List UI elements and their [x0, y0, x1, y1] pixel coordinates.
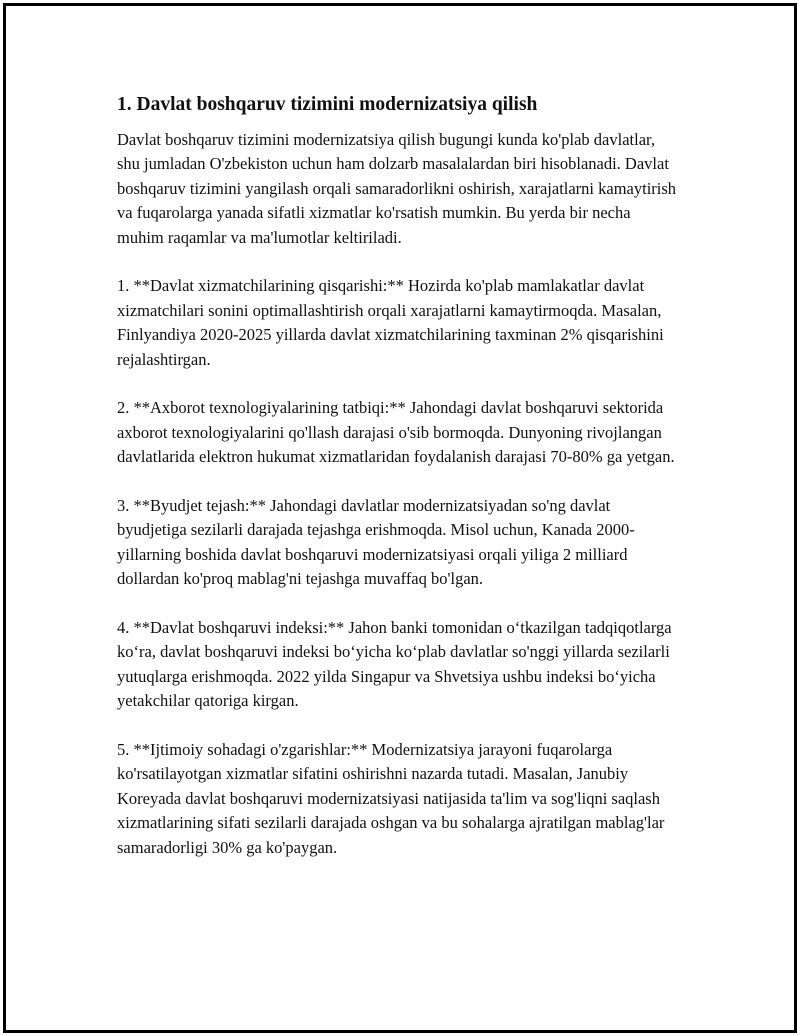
- document-body: [117, 92, 677, 860]
- point-3-paragraph: 3. **Byudjet tejash:** Jahondagi davlatlar modernizatsiyadan so'ng davlat byudjetiga sezilarli darajada tejashga erishmoqda. Misol uchun, Kanada 2000-yillarning boshida davlat boshqaruvi modernizatsiyasi orqali yiliga 2 milliard dollardan ko'proq mablag'ni tejashga muvaffaq bo'lgan.: [117, 496, 635, 589]
- point-4-paragraph: 4. **Davlat boshqaruvi indeksi:** Jahon banki tomonidan o‘tkazilgan tadqiqotlarga ko‘ra, davlat boshqaruvi indeksi bo‘yicha ko‘plab davlatlar so'nggi yillarda sezilarli yutuqlarga erishmoqda. 2022 yilda Singapur va Shvetsiya ushbu indeksi bo‘yicha yetakchilar qatoriga kirgan.: [117, 618, 672, 711]
- document-title: 1. Davlat boshqaruv tizimini modernizatsiya qilish: [117, 94, 538, 115]
- point-1-paragraph: 1. **Davlat xizmatchilarining qisqarishi:** Hozirda ko'plab mamlakatlar davlat xizmatchilari sonini optimallashtirish orqali xarajatlarni kamaytirmoqda. Masalan, Finlyandiya 2020-2025 yillarda davlat xizmatchilarining taxminan 2% qisqarishini rejalashtirgan.: [117, 276, 664, 369]
- point-2-paragraph: 2. **Axborot texnologiyalarining tatbiqi:** Jahondagi davlat boshqaruvi sektorida axborot texnologiyalarini qo'llash darajasi o'sib bormoqda. Dunyoning rivojlangan davlatlarida elektron hukumat xizmatlaridan foydalanish darajasi 70-80% ga yetgan.: [117, 398, 675, 467]
- intro-paragraph: Davlat boshqaruv tizimini modernizatsiya qilish bugungi kunda ko'plab davlatlar, shu jumladan O'zbekiston uchun ham dolzarb masalalardan biri hisoblanadi. Davlat boshqaruv tizimini yangilash orqali samaradorlikni oshirish, xarajatlarni kamaytirish va fuqarolarga yanada sifatli xizmatlar ko'rsatish mumkin. Bu yerda bir necha muhim raqamlar va ma'lumotlar keltiriladi.: [117, 130, 677, 247]
- point-5-paragraph: 5. **Ijtimoiy sohadagi o'zgarishlar:** Modernizatsiya jarayoni fuqarolarga ko'rsatilayotgan xizmatlar sifatini oshirishni nazarda tutadi. Masalan, Janubiy Koreyada davlat boshqaruvi modernizatsiyasi natijasida ta'lim va sog'liqni saqlash xizmatlarining sifati sezilarli darajada oshgan va bu sohalarga ajratilgan mablag'lar samaradorligi 30% ga ko'paygan.: [117, 740, 665, 857]
